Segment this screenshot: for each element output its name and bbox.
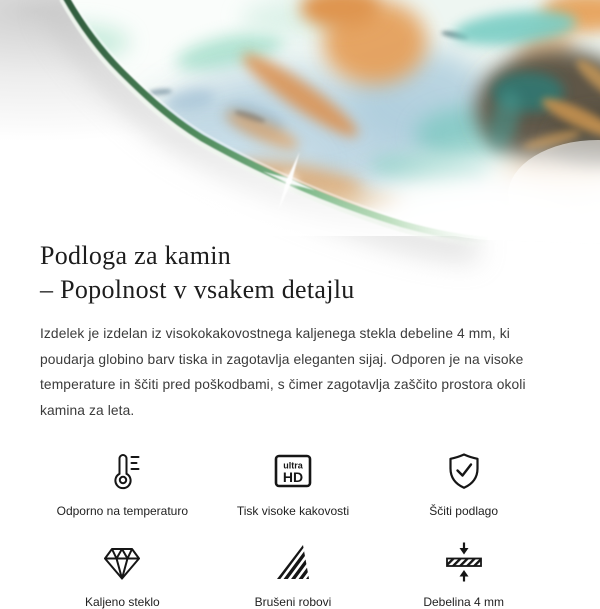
feature-label: Tisk visoke kakovosti [236,504,350,518]
glass-panel-illustration [0,0,600,236]
feature-print-quality [211,449,376,518]
svg-text:HD: HD [282,469,304,485]
feature-label: Brušeni robovi [254,595,332,609]
content-section [0,239,600,609]
svg-text:ultra: ultra [283,460,303,471]
title-line-1: Podloga za kamin [40,241,232,270]
features-grid [40,449,560,609]
feature-protects-base [381,449,546,518]
feature-heat-resistant [40,449,205,518]
feature-tempered-glass [40,540,205,609]
feature-beveled-edges [211,540,376,609]
ultra-hd-icon [271,449,315,493]
feature-label: Debelina 4 mm [423,595,505,609]
beveled-edges-icon [271,540,315,584]
shield-check-icon [442,449,486,493]
thermometer-icon [100,449,144,493]
thickness-icon [442,540,486,584]
product-description: Izdelek je izdelan iz visokokakovostnega kaljenega stekla debeline 4 mm, ki poudarja globino barv tiska in zagotavlja eleganten sijaj. Odporen je na visoke temperature in ščiti pred poškodbami, s čimer zagotavlja zaščito prostora okoli kamina za leta. [40,326,526,418]
feature-thickness [381,540,546,609]
diamond-icon [100,540,144,584]
feature-label: Kaljeno steklo [84,595,160,609]
title-line-2: – Popolnost v vsakem detajlu [40,275,355,304]
feature-label: Odporno na temperaturo [56,504,189,518]
page-title [40,239,560,307]
product-hero-image [0,0,600,236]
feature-label: Ščiti podlago [429,504,499,518]
